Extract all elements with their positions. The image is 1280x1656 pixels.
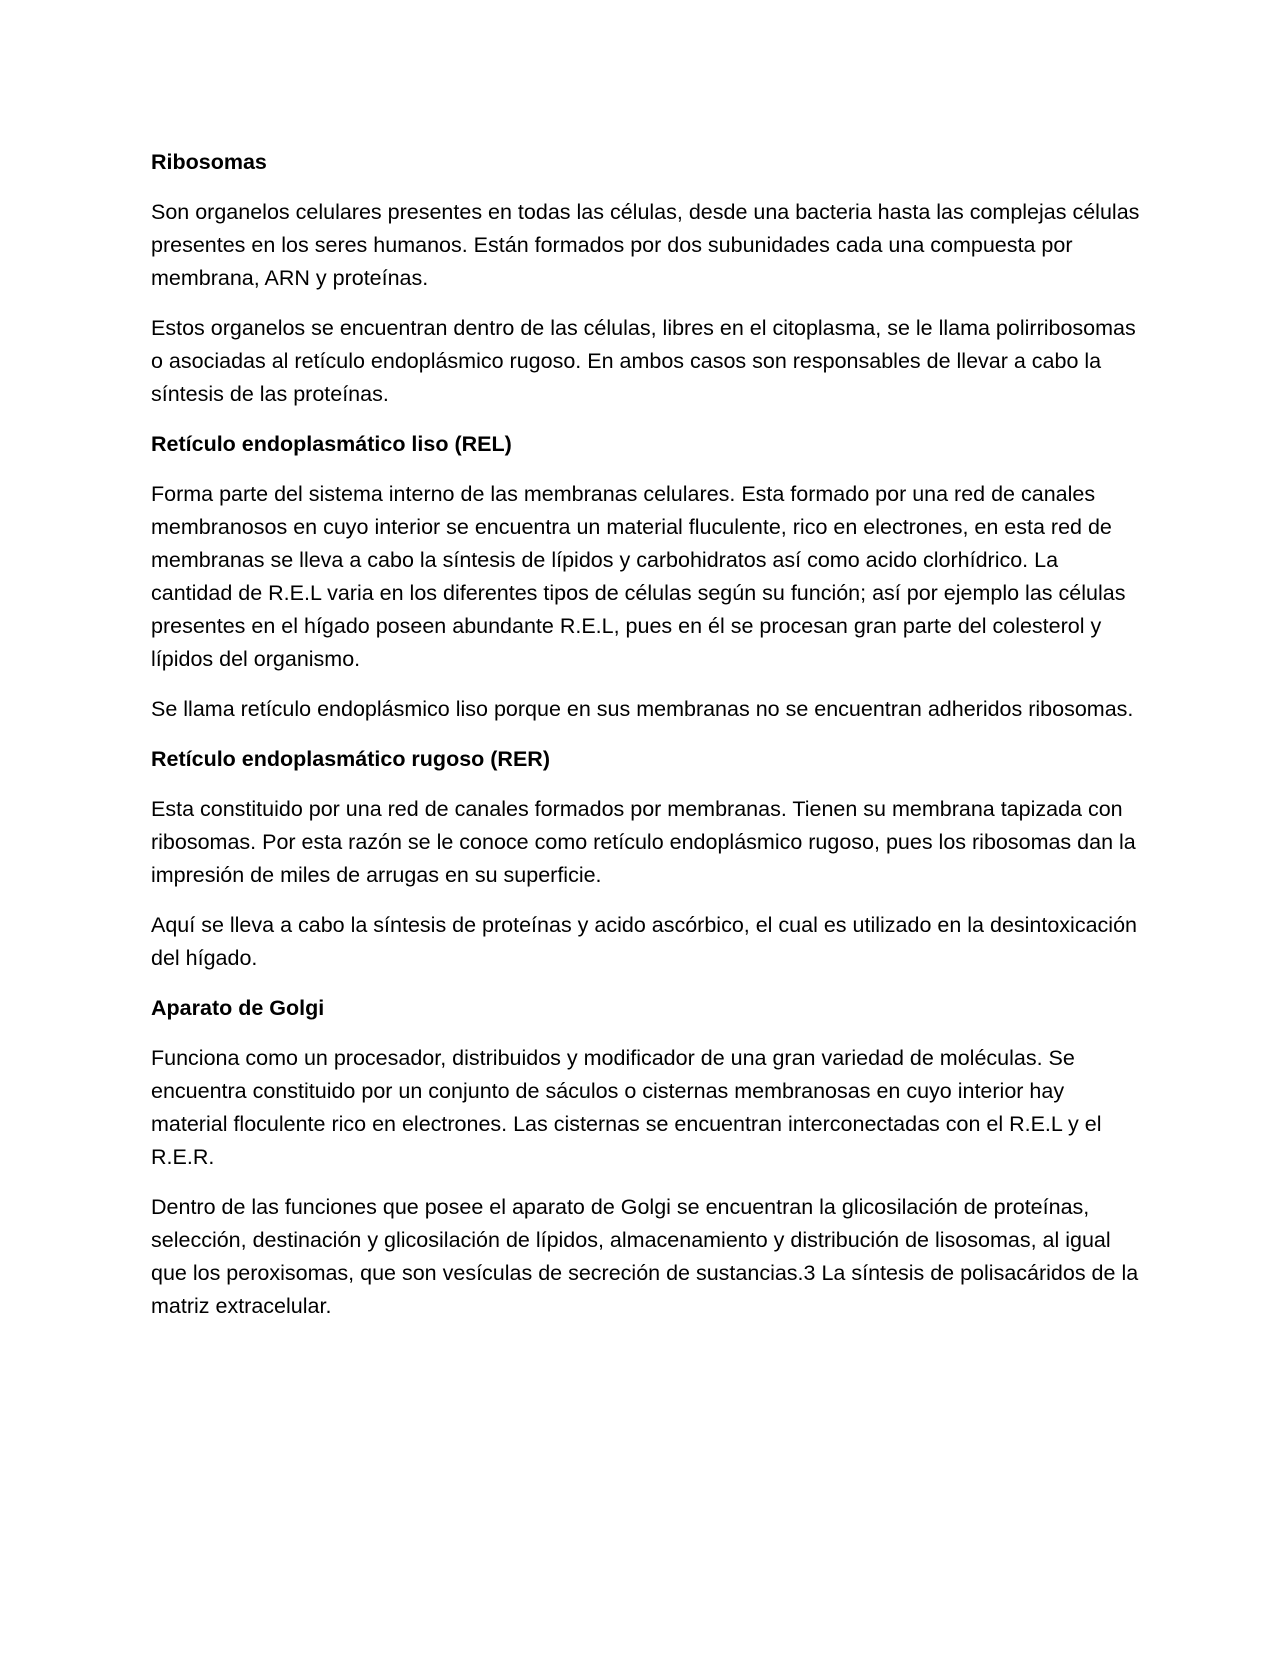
paragraph: Estos organelos se encuentran dentro de las células, libres en el citoplasma, se le llama polirribosomas o asociadas al retículo endoplásmico rugoso. En ambos casos son responsables de llevar a cabo la síntesis de las proteínas. <box>151 316 1136 406</box>
heading-ribosomas: Ribosomas <box>151 150 267 174</box>
paragraph: Aquí se lleva a cabo la síntesis de proteínas y acido ascórbico, el cual es utilizado en la desintoxicación del hígado. <box>151 913 1137 970</box>
paragraph: Dentro de las funciones que posee el aparato de Golgi se encuentran la glicosilación de proteínas, selección, destinación y glicosilación de lípidos, almacenamiento y distribución de lisosomas, al igual que los peroxisomas, que son vesículas de secreción de sustancias.3 La síntesis de polisacáridos de la matriz extracelular. <box>151 1195 1139 1318</box>
paragraph: Esta constituido por una red de canales formados por membranas. Tienen su membrana tapizada con ribosomas. Por esta razón se le conoce como retículo endoplásmico rugoso, pues los ribosomas dan la impresión de miles de arrugas en su superficie. <box>151 797 1136 887</box>
paragraph: Funciona como un procesador, distribuidos y modificador de una gran variedad de moléculas. Se encuentra constituido por un conjunto de sáculos o cisternas membranosas en cuyo interior hay material floculente rico en electrones. Las cisternas se encuentran interconectadas con el R.E.L y el R.E.R. <box>151 1046 1102 1169</box>
document-page <box>151 146 1141 1340</box>
heading-rel: Retículo endoplasmático liso (REL) <box>151 432 512 456</box>
heading-golgi: Aparato de Golgi <box>151 996 325 1020</box>
paragraph: Forma parte del sistema interno de las membranas celulares. Esta formado por una red de canales membranosos en cuyo interior se encuentra un material fluculente, rico en electrones, en esta red de membranas se lleva a cabo la síntesis de lípidos y carbohidratos así como acido clorhídrico. La cantidad de R.E.L varia en los diferentes tipos de células según su función; así por ejemplo las células presentes en el hígado poseen abundante R.E.L, pues en él se procesan gran parte del colesterol y lípidos del organismo. <box>151 482 1126 671</box>
paragraph: Son organelos celulares presentes en todas las células, desde una bacteria hasta las complejas células presentes en los seres humanos. Están formados por dos subunidades cada una compuesta por membrana, ARN y proteínas. <box>151 200 1140 290</box>
heading-rer: Retículo endoplasmático rugoso (RER) <box>151 747 550 771</box>
paragraph: Se llama retículo endoplásmico liso porque en sus membranas no se encuentran adheridos ribosomas. <box>151 697 1134 721</box>
